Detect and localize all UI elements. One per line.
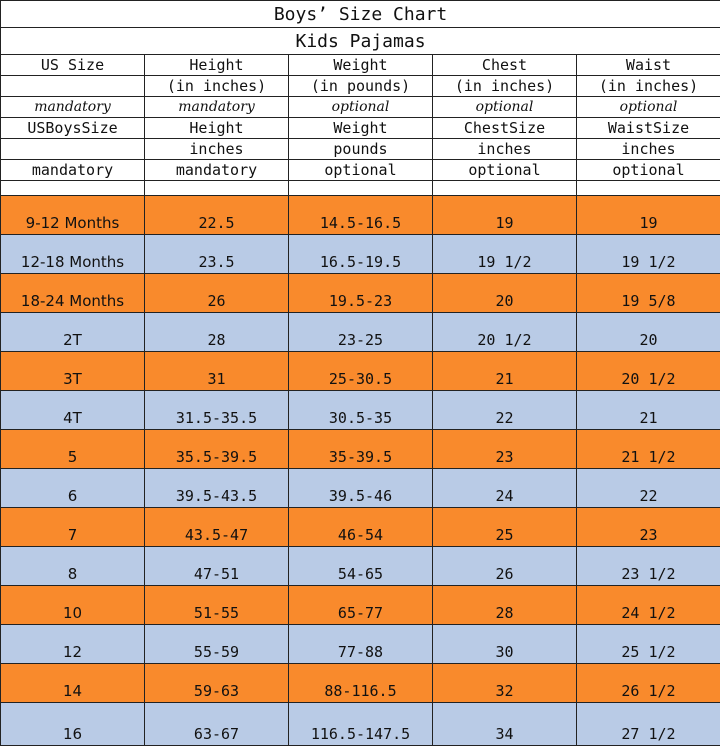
cell-chest: 28	[433, 586, 577, 625]
cell-waist: 20 1/2	[577, 352, 720, 391]
cell-waist: 24 1/2	[577, 586, 720, 625]
table-row	[1, 391, 720, 430]
cell-weight: 46-54	[289, 508, 433, 547]
cell-waist: 22	[577, 469, 720, 508]
cell-size: 10	[1, 586, 145, 625]
cell-chest: 20	[433, 274, 577, 313]
table-row	[1, 625, 720, 664]
header-unit: (in pounds)	[289, 76, 433, 97]
header-field: USBoysSize	[1, 118, 145, 139]
cell-weight: 39.5-46	[289, 469, 433, 508]
header-field-unit: inches	[577, 139, 720, 160]
header-unit	[1, 76, 145, 97]
header-weight: Weight	[289, 55, 433, 76]
cell-height: 35.5-39.5	[145, 430, 289, 469]
cell-chest: 24	[433, 469, 577, 508]
cell-waist: 19	[577, 196, 720, 235]
cell-waist: 25 1/2	[577, 625, 720, 664]
header-field-requirement: mandatory	[145, 160, 289, 181]
cell-weight: 30.5-35	[289, 391, 433, 430]
empty-cell	[577, 181, 720, 196]
cell-waist: 23 1/2	[577, 547, 720, 586]
table-row	[1, 547, 720, 586]
cell-chest: 30	[433, 625, 577, 664]
header-field-unit: inches	[433, 139, 577, 160]
empty-cell	[1, 181, 145, 196]
cell-size: 5	[1, 430, 145, 469]
table-row	[1, 703, 720, 746]
header-waist: Waist	[577, 55, 720, 76]
cell-chest: 32	[433, 664, 577, 703]
cell-size: 12	[1, 625, 145, 664]
cell-weight: 35-39.5	[289, 430, 433, 469]
cell-height: 26	[145, 274, 289, 313]
header-field-requirement: optional	[289, 160, 433, 181]
header-row-fields	[1, 118, 720, 139]
header-row-requirement	[1, 97, 720, 118]
header-row-field-requirement	[1, 160, 720, 181]
header-unit: (in inches)	[577, 76, 720, 97]
spacer-row	[1, 181, 720, 196]
cell-size: 12-18 Months	[1, 235, 145, 274]
header-size: US Size	[1, 55, 145, 76]
cell-size: 18-24 Months	[1, 274, 145, 313]
cell-chest: 19 1/2	[433, 235, 577, 274]
cell-height: 59-63	[145, 664, 289, 703]
cell-chest: 19	[433, 196, 577, 235]
cell-height: 22.5	[145, 196, 289, 235]
cell-chest: 34	[433, 703, 577, 746]
cell-height: 55-59	[145, 625, 289, 664]
cell-height: 39.5-43.5	[145, 469, 289, 508]
header-field-requirement: optional	[433, 160, 577, 181]
cell-weight: 19.5-23	[289, 274, 433, 313]
cell-size: 7	[1, 508, 145, 547]
cell-weight: 88-116.5	[289, 664, 433, 703]
header-requirement: optional	[289, 97, 433, 118]
cell-weight: 54-65	[289, 547, 433, 586]
cell-chest: 21	[433, 352, 577, 391]
cell-waist: 21	[577, 391, 720, 430]
cell-waist: 27 1/2	[577, 703, 720, 746]
table-row	[1, 469, 720, 508]
table-row	[1, 235, 720, 274]
header-field-unit: inches	[145, 139, 289, 160]
table-row	[1, 313, 720, 352]
empty-cell	[145, 181, 289, 196]
header-field-unit: pounds	[289, 139, 433, 160]
header-requirement: mandatory	[145, 97, 289, 118]
header-field: Height	[145, 118, 289, 139]
cell-weight: 16.5-19.5	[289, 235, 433, 274]
cell-weight: 25-30.5	[289, 352, 433, 391]
table-row	[1, 274, 720, 313]
cell-size: 4T	[1, 391, 145, 430]
header-field-requirement: optional	[577, 160, 720, 181]
header-field-requirement: mandatory	[1, 160, 145, 181]
header-requirement: optional	[433, 97, 577, 118]
cell-weight: 14.5-16.5	[289, 196, 433, 235]
header-requirement: optional	[577, 97, 720, 118]
cell-height: 31.5-35.5	[145, 391, 289, 430]
cell-size: 9-12 Months	[1, 196, 145, 235]
header-field: WaistSize	[577, 118, 720, 139]
table-row	[1, 430, 720, 469]
cell-size: 3T	[1, 352, 145, 391]
header-row-field-units	[1, 139, 720, 160]
cell-height: 63-67	[145, 703, 289, 746]
empty-cell	[433, 181, 577, 196]
cell-chest: 22	[433, 391, 577, 430]
cell-height: 43.5-47	[145, 508, 289, 547]
cell-height: 28	[145, 313, 289, 352]
table-row	[1, 352, 720, 391]
header-field: Weight	[289, 118, 433, 139]
cell-waist: 23	[577, 508, 720, 547]
table-row	[1, 664, 720, 703]
cell-chest: 25	[433, 508, 577, 547]
header-field: ChestSize	[433, 118, 577, 139]
header-requirement: mandatory	[1, 97, 145, 118]
header-row-labels	[1, 55, 720, 76]
table-row	[1, 508, 720, 547]
cell-chest: 26	[433, 547, 577, 586]
cell-size: 2T	[1, 313, 145, 352]
cell-height: 31	[145, 352, 289, 391]
cell-chest: 20 1/2	[433, 313, 577, 352]
chart-subtitle: Kids Pajamas	[1, 28, 720, 55]
cell-size: 8	[1, 547, 145, 586]
empty-cell	[289, 181, 433, 196]
header-height: Height	[145, 55, 289, 76]
cell-weight: 116.5-147.5	[289, 703, 433, 746]
cell-weight: 77-88	[289, 625, 433, 664]
cell-waist: 20	[577, 313, 720, 352]
cell-height: 47-51	[145, 547, 289, 586]
header-field-unit	[1, 139, 145, 160]
cell-weight: 23-25	[289, 313, 433, 352]
cell-waist: 21 1/2	[577, 430, 720, 469]
cell-waist: 19 5/8	[577, 274, 720, 313]
cell-waist: 26 1/2	[577, 664, 720, 703]
cell-size: 16	[1, 703, 145, 746]
cell-weight: 65-77	[289, 586, 433, 625]
header-unit: (in inches)	[145, 76, 289, 97]
cell-waist: 19 1/2	[577, 235, 720, 274]
cell-chest: 23	[433, 430, 577, 469]
cell-size: 14	[1, 664, 145, 703]
table-row	[1, 196, 720, 235]
cell-height: 23.5	[145, 235, 289, 274]
chart-title: Boys’ Size Chart	[1, 1, 720, 28]
header-unit: (in inches)	[433, 76, 577, 97]
cell-height: 51-55	[145, 586, 289, 625]
header-chest: Chest	[433, 55, 577, 76]
cell-size: 6	[1, 469, 145, 508]
table-row	[1, 586, 720, 625]
header-row-units	[1, 76, 720, 97]
